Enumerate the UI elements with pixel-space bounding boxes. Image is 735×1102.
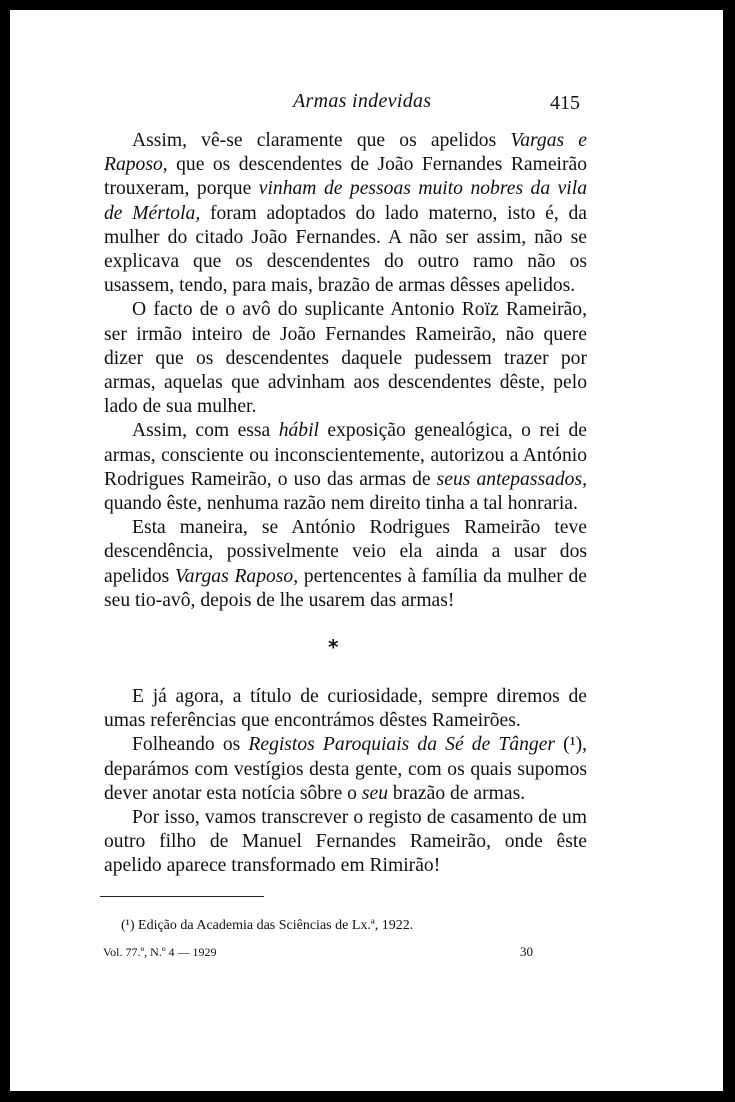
paragraph [104, 419, 587, 516]
text-run: Assim, com essa [132, 420, 279, 442]
footnote-divider [100, 896, 264, 897]
text-run: Assim, vê-se claramente que os apelidos [132, 130, 511, 151]
sheet-signature: 30 [520, 944, 533, 959]
text-run: foram adoptados do lado materno, isto é, da mulher do citado João Fernandes. A não ser assim, não se explicava que os descendentes do outro ramo não os usassem, tendo, para mais, brazão de armas dêsses apelidos. [104, 202, 587, 297]
curiosity-text-section [104, 685, 587, 879]
text-run: quando êste, nenhuma razão nem direito tinha a tal honraria. [104, 493, 578, 515]
text-run: que os descendentes de João Fernandes Rameirão trouxeram, porque [104, 154, 587, 200]
italic-text: vinham de pessoas muito nobres da vila de Mértola, [104, 178, 587, 224]
paragraph [104, 298, 587, 419]
text-run: (¹), deparámos com vestígios desta gente, com os quais supomos dever anotar esta notícia sôbre o [104, 734, 587, 804]
paragraph [104, 516, 587, 613]
italic-text: Registos Paroquiais da Sé de Tânger [248, 734, 556, 756]
volume-signature: Vol. 77.º, N.º 4 — 1929 [103, 945, 217, 959]
footnote: (¹) Edição da Academia das Sciências de Lx.ª, 1922. [121, 918, 414, 933]
text-run: Folheando os [132, 734, 249, 756]
paragraph [104, 685, 587, 733]
section-separator-asterisk: * [328, 635, 339, 659]
text-run: O facto de o avô do suplicante Antonio Roïz Rameirão, ser irmão inteiro de João Fernandes Rameirão, não quere dizer que os descendentes daquele pudessem trazer por armas, aquelas que advinham aos descendentes dêste, pelo lado de sua mulher. [104, 299, 587, 418]
paragraph [104, 806, 587, 879]
italic-text: seu [361, 782, 389, 804]
italic-text: hábil [278, 420, 319, 442]
paragraph [104, 733, 587, 806]
text-run: pertencentes à família da mulher de seu tio-avô, depois de lhe usarem das armas! [104, 565, 587, 611]
paragraph [104, 129, 587, 298]
main-text-section [104, 129, 587, 613]
book-page [10, 10, 723, 1091]
page-header [10, 88, 723, 118]
text-run: Esta maneira, se António Rodrigues Rameirão teve descendência, possivelmente veio ela ainda a usar dos apelidos [104, 517, 587, 587]
italic-text: Vargas Raposo, [175, 565, 299, 587]
running-title: Armas indevidas [293, 90, 432, 112]
italic-text: Vargas e Raposo, [104, 130, 588, 176]
text-run: brazão de armas. [388, 782, 526, 804]
text-run: E já agora, a título de curiosidade, sempre diremos de umas referências que encontrámos dêstes Rameirões. [104, 686, 587, 732]
text-run: Por isso, vamos transcrever o registo de casamento de um outro filho de Manuel Fernandes Rameirão, onde êste apelido aparece transformado em Rimirão! [104, 807, 587, 877]
text-run: exposição genealógica, o rei de armas, consciente ou inconscientemente, autorizou a António Rodrigues Rameirão, o uso das armas de [104, 420, 587, 490]
italic-text: seus antepassados, [436, 468, 587, 490]
page-number: 415 [550, 92, 580, 114]
